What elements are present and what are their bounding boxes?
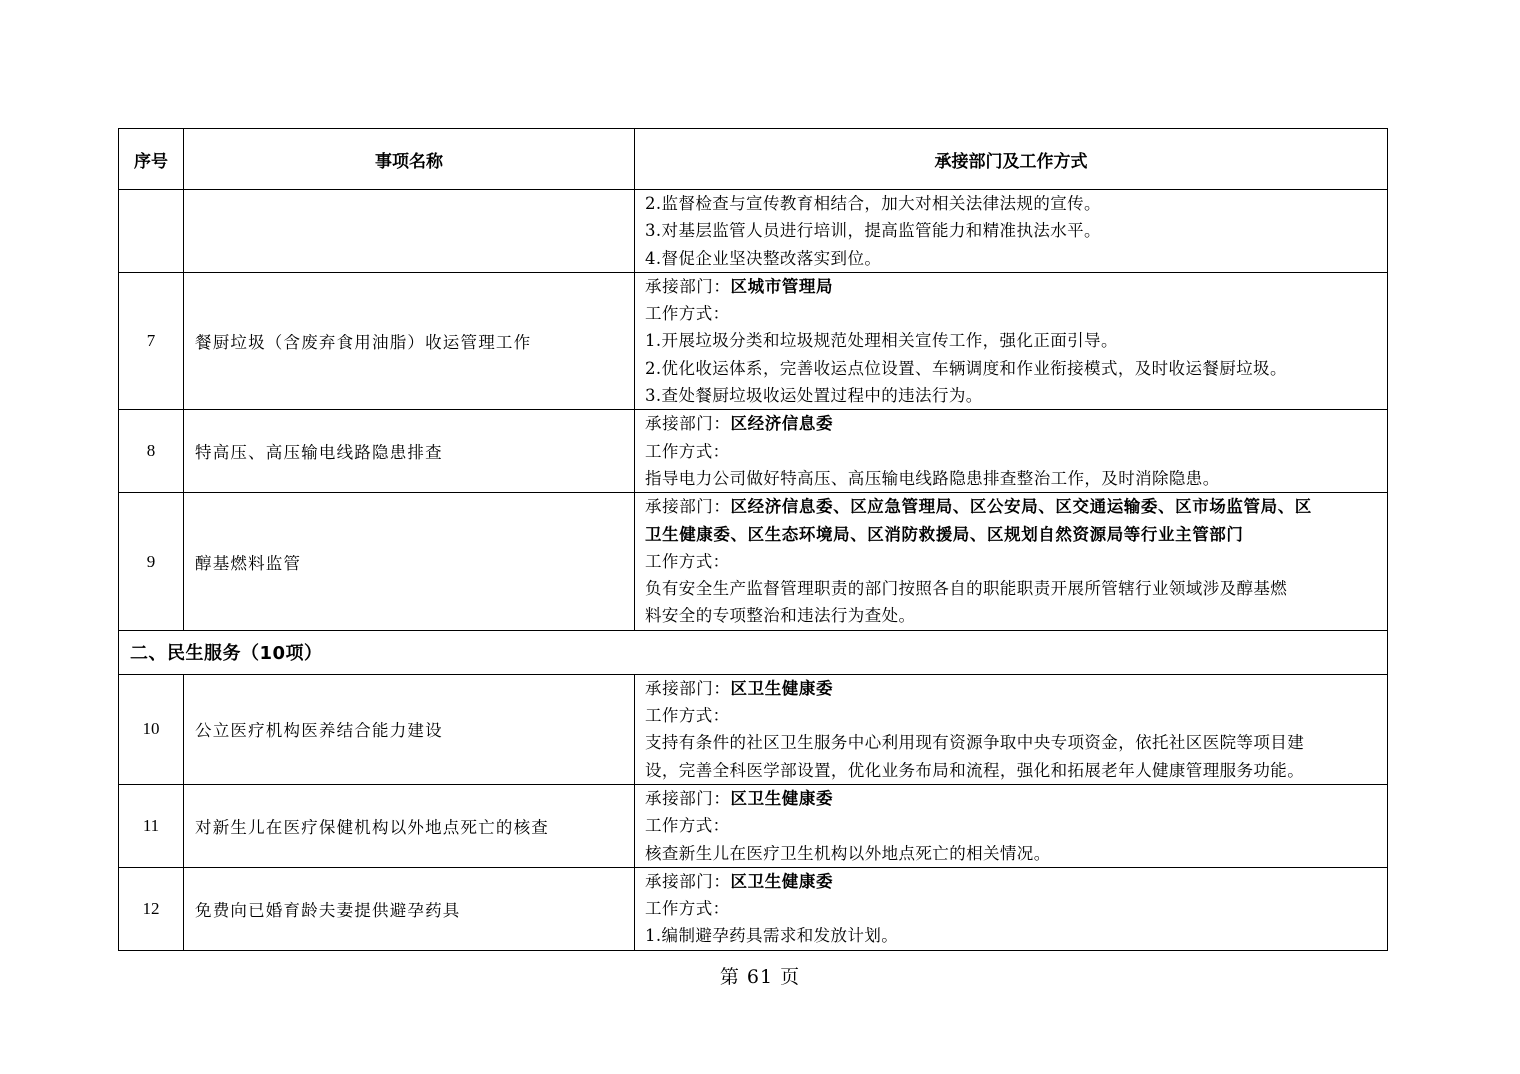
row-detail	[635, 410, 1388, 493]
matters-table	[118, 128, 1388, 951]
row-name: 醇基燃料监管	[184, 493, 635, 630]
row-number: 8	[119, 410, 184, 493]
dept-label: 承接部门：	[645, 788, 731, 808]
table-row	[119, 272, 1388, 409]
dept-label: 承接部门：	[645, 276, 731, 296]
detail-line: 核查新生儿在医疗卫生机构以外地点死亡的相关情况。	[645, 843, 1051, 863]
table-row	[119, 674, 1388, 784]
detail-line: 指导电力公司做好特高压、高压输电线路隐患排查整治工作，及时消除隐患。	[645, 468, 1220, 488]
table-row	[119, 784, 1388, 867]
row-detail	[635, 784, 1388, 867]
row-number: 7	[119, 272, 184, 409]
method-label: 工作方式：	[645, 551, 730, 571]
dept-line	[645, 273, 1379, 300]
dept-label: 承接部门：	[645, 678, 731, 698]
dept-line	[645, 521, 1379, 548]
header-name: 事项名称	[184, 129, 635, 190]
row-name: 对新生儿在医疗保健机构以外地点死亡的核查	[184, 784, 635, 867]
detail-line: 2.优化收运体系，完善收运点位设置、车辆调度和作业衔接模式，及时收运餐厨垃圾。	[645, 358, 1287, 378]
row-number: 9	[119, 493, 184, 630]
row-detail	[635, 674, 1388, 784]
row-number: 11	[119, 784, 184, 867]
method-label: 工作方式：	[645, 706, 730, 726]
dept-label: 承接部门：	[645, 871, 731, 891]
dept-value: 卫生健康委、区生态环境局、区消防救援局、区规划自然资源局等行业主管部门	[645, 524, 1244, 544]
dept-line	[645, 675, 1379, 702]
dept-value: 区卫生健康委	[730, 678, 834, 698]
dept-value: 区卫生健康委	[730, 871, 834, 891]
dept-line	[645, 868, 1379, 895]
detail-line: 1.编制避孕药具需求和发放计划。	[645, 926, 899, 946]
header-no: 序号	[119, 129, 184, 190]
dept-label: 承接部门：	[645, 497, 731, 517]
row-name: 餐厨垃圾（含废弃食用油脂）收运管理工作	[184, 272, 635, 409]
header-dept: 承接部门及工作方式	[635, 129, 1388, 190]
row-detail	[635, 272, 1388, 409]
method-label: 工作方式：	[645, 304, 730, 324]
row-detail	[635, 493, 1388, 630]
dept-line	[645, 493, 1379, 520]
detail-line: 料安全的专项整治和违法行为查处。	[645, 606, 916, 626]
section-title: 二、民生服务（10项）	[119, 630, 1388, 674]
row-number	[119, 190, 184, 273]
method-label: 工作方式：	[645, 816, 730, 836]
detail-line: 设，完善全科医学部设置，优化业务布局和流程，强化和拓展老年人健康管理服务功能。	[645, 760, 1305, 780]
row-name: 免费向已婚育龄夫妻提供避孕药具	[184, 867, 635, 950]
row-detail	[635, 190, 1388, 273]
row-number: 12	[119, 867, 184, 950]
detail-line: 3.对基层监管人员进行培训，提高监管能力和精准执法水平。	[645, 221, 1101, 241]
detail-line: 1.开展垃圾分类和垃圾规范处理相关宣传工作，强化正面引导。	[645, 331, 1118, 351]
row-detail	[635, 867, 1388, 950]
page-number: 第 61 页	[719, 966, 801, 988]
row-name: 公立医疗机构医养结合能力建设	[184, 674, 635, 784]
detail-line: 负有安全生产监督管理职责的部门按照各自的职能职责开展所管辖行业领域涉及醇基燃	[645, 579, 1288, 599]
dept-value: 区经济信息委、区应急管理局、区公安局、区交通运输委、区市场监管局、区	[730, 497, 1312, 517]
section-row	[119, 630, 1388, 674]
dept-line	[645, 785, 1379, 812]
detail-line: 2.监督检查与宣传教育相结合，加大对相关法律法规的宣传。	[645, 194, 1101, 213]
table-row	[119, 410, 1388, 493]
method-label: 工作方式：	[645, 899, 730, 919]
dept-line	[645, 410, 1379, 437]
table-header-row	[119, 129, 1388, 190]
row-name: 特高压、高压输电线路隐患排查	[184, 410, 635, 493]
row-number: 10	[119, 674, 184, 784]
detail-line: 3.查处餐厨垃圾收运处置过程中的违法行为。	[645, 386, 983, 406]
dept-value: 区卫生健康委	[730, 788, 834, 808]
dept-value: 区城市管理局	[730, 276, 834, 296]
table-row	[119, 867, 1388, 950]
method-label: 工作方式：	[645, 441, 730, 461]
table-row	[119, 190, 1388, 273]
detail-line: 4.督促企业坚决整改落实到位。	[645, 248, 882, 268]
dept-value: 区经济信息委	[730, 414, 834, 434]
row-name	[184, 190, 635, 273]
dept-label: 承接部门：	[645, 414, 731, 434]
detail-line: 支持有条件的社区卫生服务中心利用现有资源争取中央专项资金，依托社区医院等项目建	[645, 733, 1305, 753]
table-row	[119, 493, 1388, 630]
